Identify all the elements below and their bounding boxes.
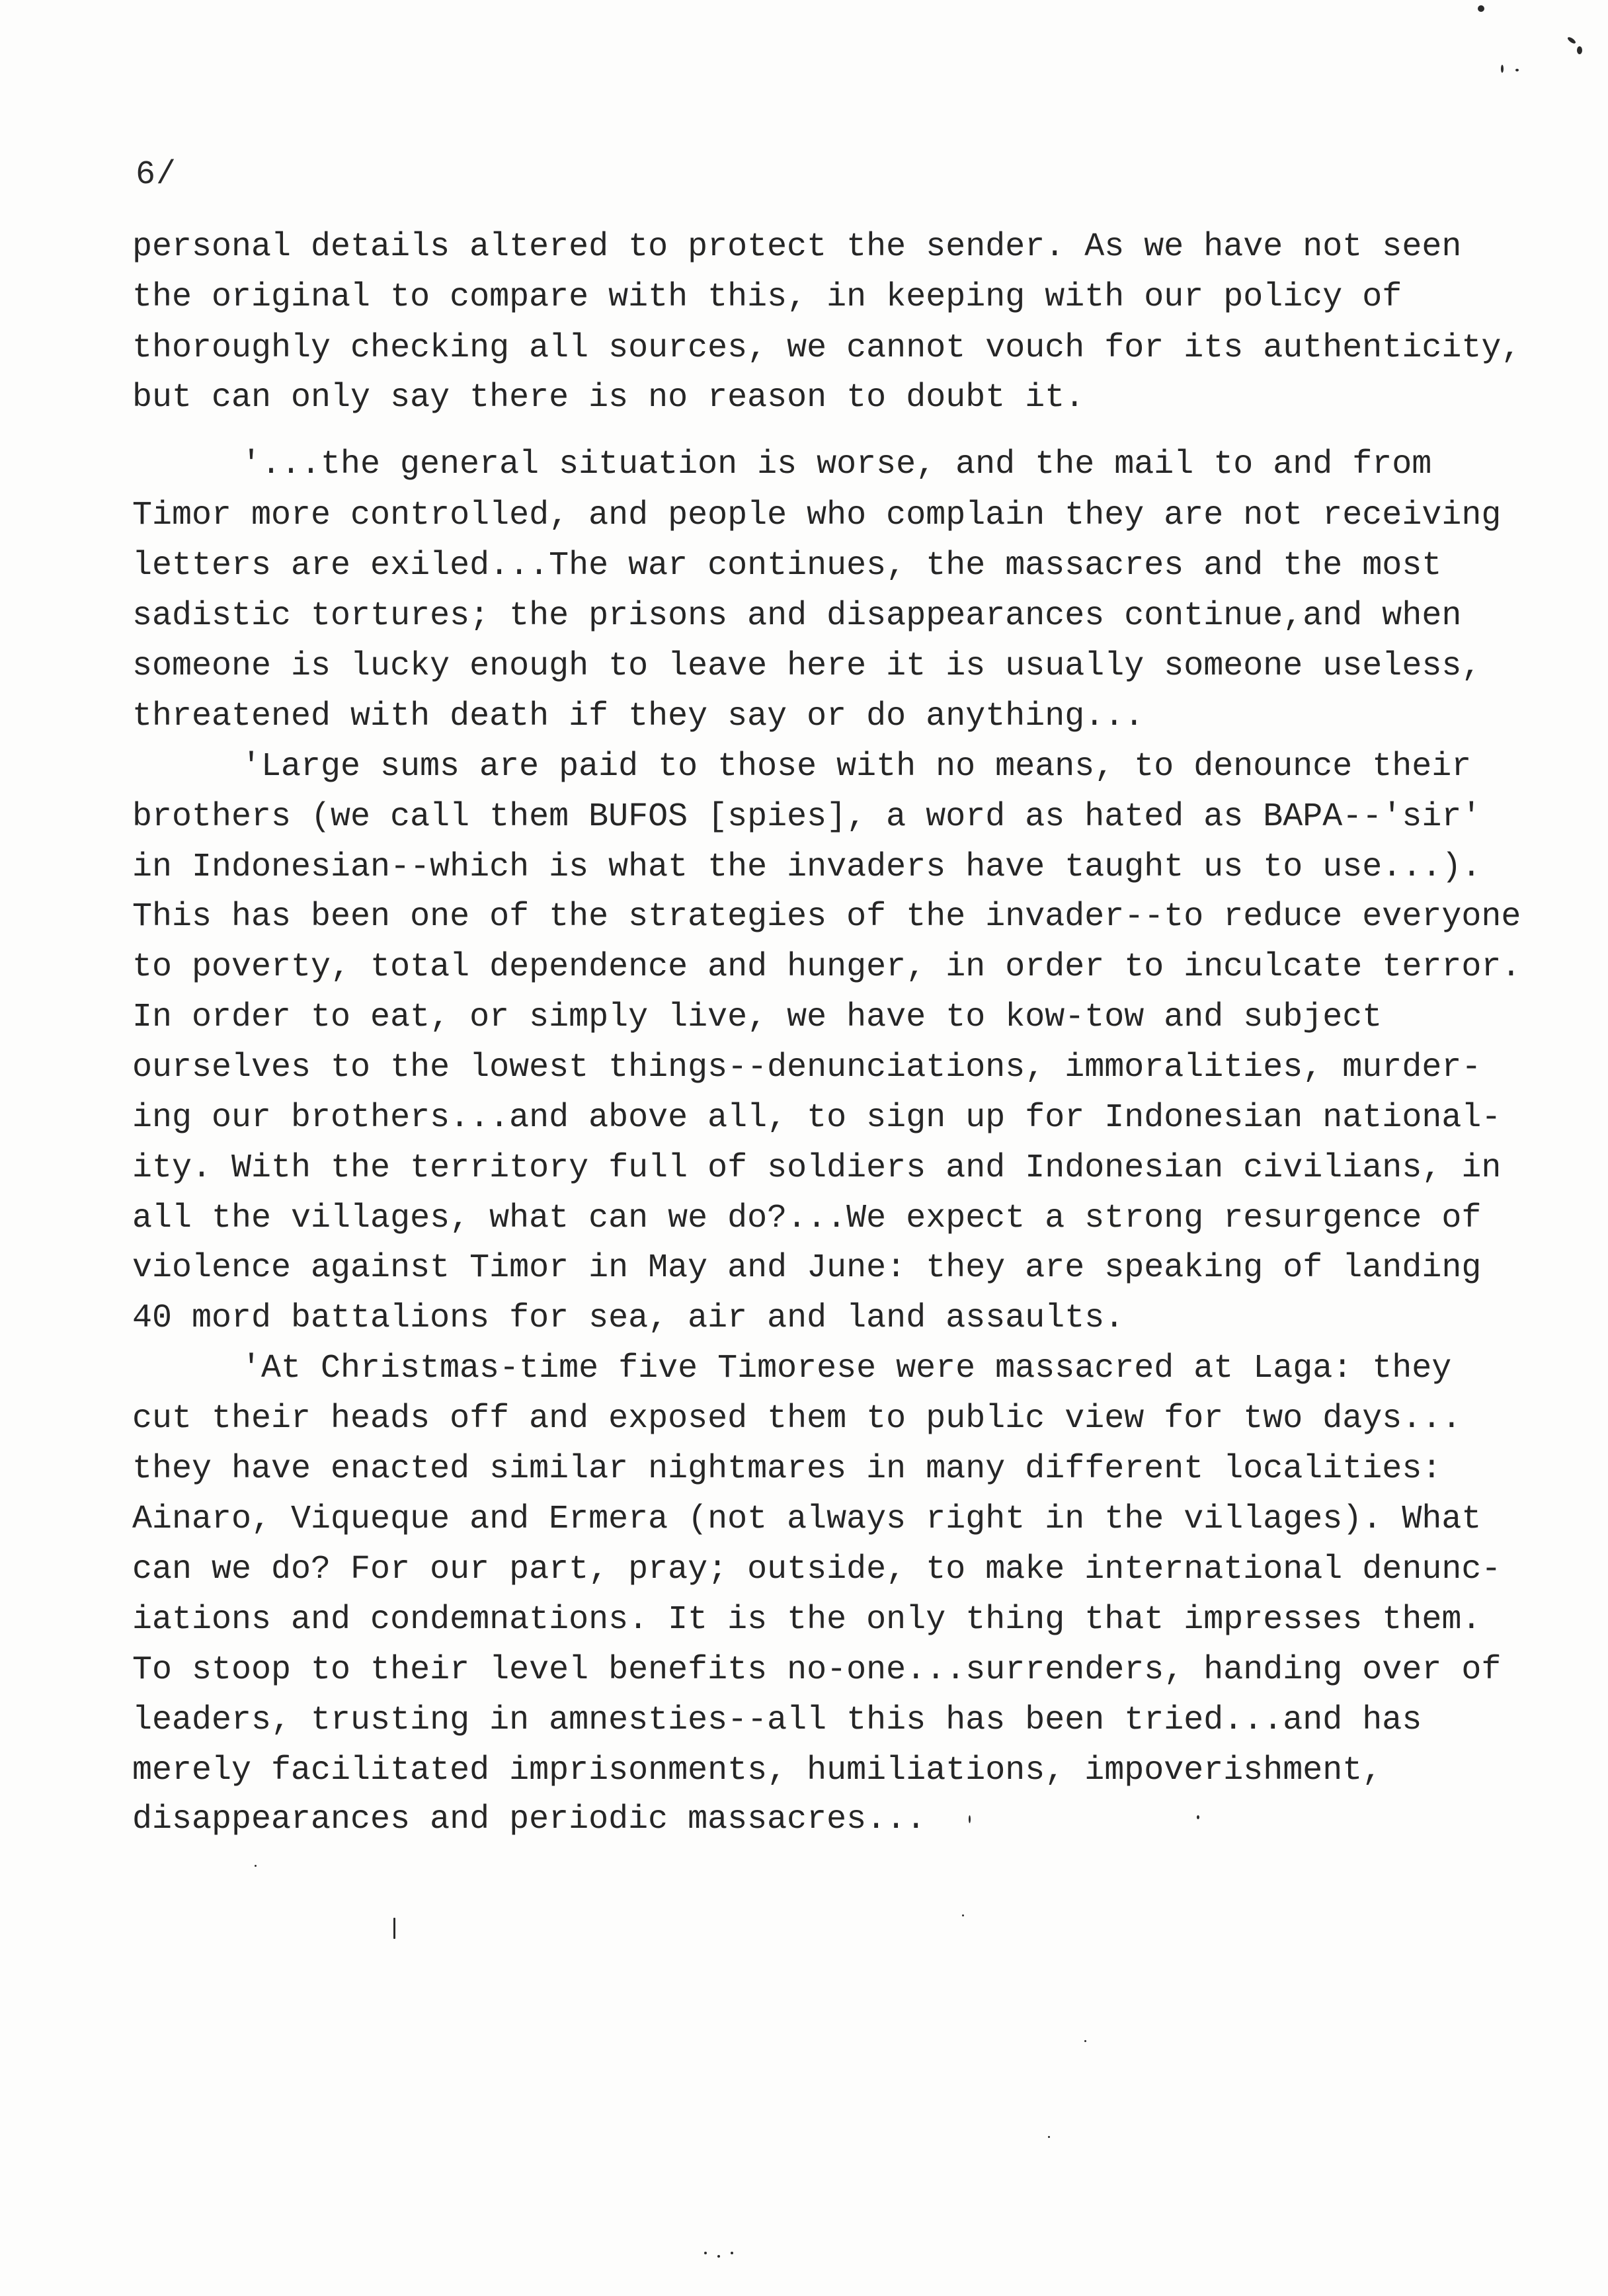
text-line: to poverty, total dependence and hunger, in order to inculcate terror. (132, 948, 1521, 986)
text-line: in Indonesian--which is what the invaders have taught us to use...). (132, 848, 1482, 886)
text-line: To stoop to their level benefits no-one...surrenders, handing over of (132, 1651, 1502, 1689)
scan-speck (1197, 1815, 1199, 1819)
scan-speck (1478, 5, 1484, 12)
text-line: In order to eat, or simply live, we have to kow-tow and subject (132, 999, 1383, 1036)
scan-speck (1515, 69, 1519, 71)
text-line: all the villages, what can we do?...We expect a strong resurgence of (132, 1200, 1482, 1237)
scan-speck (1567, 36, 1577, 45)
scan-speck (1501, 65, 1504, 73)
text-line: merely facilitated imprisonments, humiliations, impoverishment, (132, 1752, 1383, 1789)
scan-speck (1084, 2040, 1086, 2042)
text-line: Ainaro, Viqueque and Ermera (not always right in the villages). What (132, 1500, 1482, 1538)
scan-speck (717, 2255, 720, 2258)
text-line: Timor more controlled, and people who complain they are not receiving (132, 497, 1502, 534)
text-line: violence against Timor in May and June: they are speaking of landing (132, 1249, 1482, 1287)
text-line: ing our brothers...and above all, to sign up for Indonesian national- (132, 1099, 1502, 1137)
text-line: someone is lucky enough to leave here it is usually someone useless, (132, 647, 1482, 685)
text-line: ity. With the territory full of soldiers and Indonesian civilians, in (132, 1149, 1502, 1187)
text-line: leaders, trusting in amnesties--all this has been tried...and has (132, 1702, 1422, 1739)
text-line: sadistic tortures; the prisons and disappearances continue,and when (132, 597, 1462, 635)
text-line: can we do? For our part, pray; outside, to make international denunc- (132, 1551, 1502, 1588)
scan-speck (731, 2252, 733, 2254)
text-line: letters are exiled...The war continues, the massacres and the most (132, 547, 1442, 585)
scan-speck (704, 2252, 707, 2254)
page-number: 6/ (136, 156, 177, 194)
text-line: This has been one of the strategies of the invader--to reduce everyone (132, 898, 1521, 936)
text-line: but can only say there is no reason to doubt it. (132, 379, 1085, 417)
scan-speck (962, 1914, 964, 1916)
text-line: cut their heads off and exposed them to public view for two days... (132, 1400, 1462, 1438)
text-line: 'Large sums are paid to those with no means, to denounce their (241, 748, 1472, 786)
text-line: iations and condemnations. It is the only thing that impresses them. (132, 1601, 1482, 1639)
text-line: thoroughly checking all sources, we cannot vouch for its authenticity, (132, 329, 1521, 367)
text-line: 'At Christmas-time five Timorese were massacred at Laga: they (241, 1350, 1452, 1387)
scan-speck (393, 1918, 395, 1939)
scan-speck (969, 1815, 971, 1823)
scan-speck (1048, 2136, 1050, 2138)
text-line: they have enacted similar nightmares in many different localities: (132, 1450, 1442, 1488)
text-line: ourselves to the lowest things--denunciations, immoralities, murder- (132, 1049, 1482, 1086)
text-line: threatened with death if they say or do anything... (132, 698, 1145, 735)
text-line: the original to compare with this, in keeping with our policy of (132, 278, 1402, 316)
text-line: brothers (we call them BUFOS [spies], a word as hated as BAPA--'sir' (132, 798, 1482, 836)
text-line: '...the general situation is worse, and the mail to and from (241, 446, 1432, 483)
text-line: 40 mord battalions for sea, air and land assaults. (132, 1299, 1125, 1337)
text-line: personal details altered to protect the sender. As we have not seen (132, 228, 1462, 266)
scan-speck (255, 1865, 257, 1867)
text-line: disappearances and periodic massacres... (132, 1801, 926, 1838)
scan-speck (1577, 46, 1582, 54)
